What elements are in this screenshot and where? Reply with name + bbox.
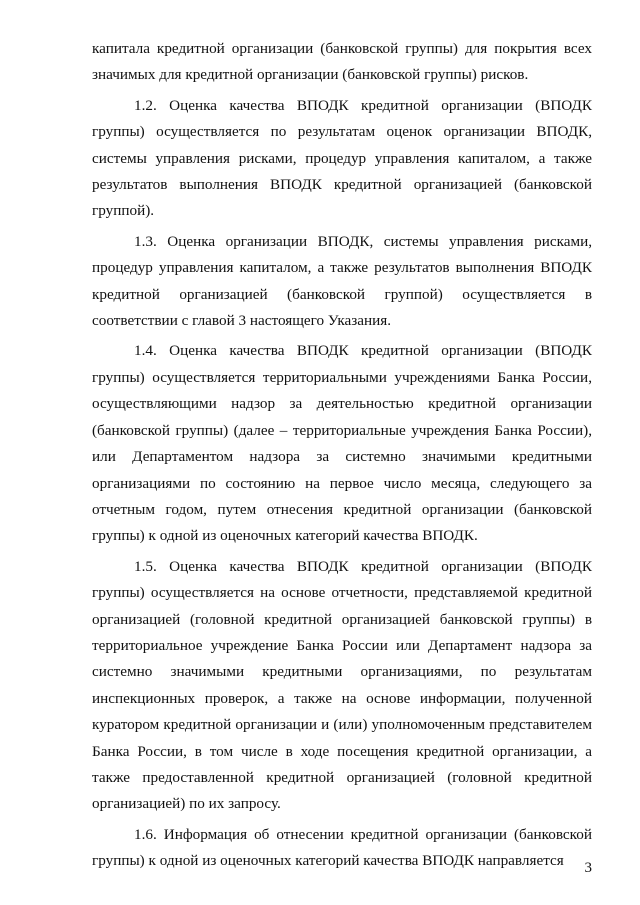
paragraph-1-6: 1.6. Информация об отнесении кредитной организации (банковской группы) к одной из оценочных категорий качества ВПОДК направляется [92, 825, 592, 870]
paragraph-1-2: 1.2. Оценка качества ВПОДК кредитной организации (ВПОДК группы) осуществляется по результатам оценок организации ВПОДК, системы управления рисками, процедур управления капиталом, а также результатов выполнения ВПОДК кредитной организацией (банковской группой). [92, 96, 592, 220]
document-page [92, 36, 592, 875]
page-number: 3 [584, 860, 592, 876]
paragraph-1-4: 1.4. Оценка качества ВПОДК кредитной организации (ВПОДК группы) осуществляется территориальными учреждениями Банка России, осуществляющими надзор за деятельностью кредитной организации (банковской группы) (далее – территориальные учреждения Банка России), или Департаментом надзора за системно значимыми кредитными организациями по состоянию на первое число месяца, следующего за отчетным годом, путем отнесения кредитной организации (банковской группы) к одной из оценочных категорий качества ВПОДК. [92, 342, 592, 545]
paragraph-continuation: капитала кредитной организации (банковской группы) для покрытия всех значимых для кредитной организации (банковской группы) рисков. [92, 40, 592, 84]
paragraph-1-5: 1.5. Оценка качества ВПОДК кредитной организации (ВПОДК группы) осуществляется на основе отчетности, представляемой кредитной организацией (головной кредитной организацией банковской группы) в территориальное учреждение Банка России или Департамент надзора за системно значимыми кредитными организациями, по результатам инспекционных проверок, а также на основе информации, полученной куратором кредитной организации и (или) уполномоченным представителем Банка России, в том числе в ходе посещения кредитной организации, а также предоставленной кредитной организацией (головной кредитной организацией) по их запросу. [92, 557, 592, 813]
paragraph-1-3: 1.3. Оценка организации ВПОДК, системы управления рисками, процедур управления капиталом, а также результатов выполнения ВПОДК кредитной организацией (банковской группой) осуществляется в соответствии с главой 3 настоящего Указания. [92, 232, 592, 330]
